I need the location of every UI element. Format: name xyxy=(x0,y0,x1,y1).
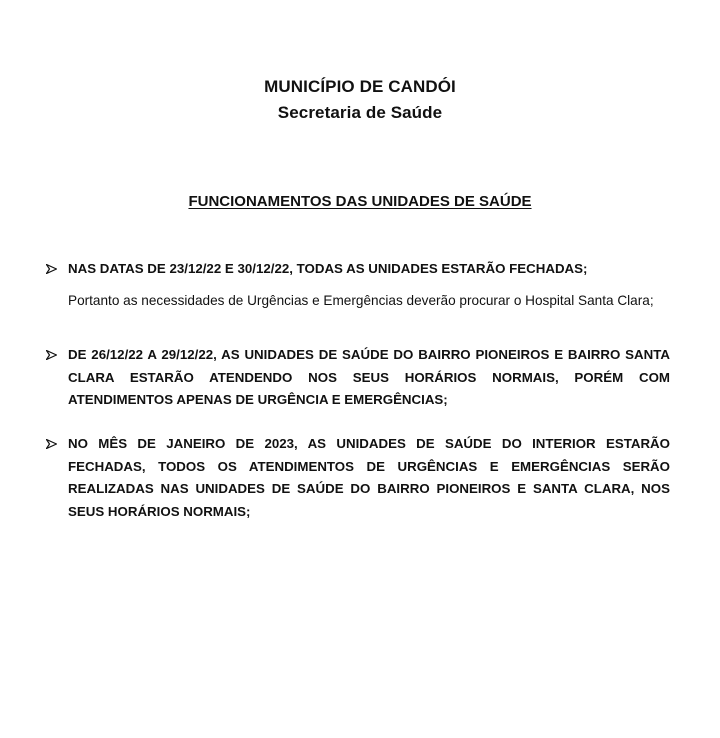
department-subtitle: Secretaria de Saúde xyxy=(277,103,443,122)
note-text: Portanto as necessidades de Urgências e Emergências deverão procurar o Hospital Santa Clara; xyxy=(68,293,654,308)
bullet-item xyxy=(46,258,676,281)
section-title: FUNCIONAMENTOS DAS UNIDADES DE SAÚDE xyxy=(188,193,532,210)
bullet-text: NAS DATAS DE 23/12/22 E 30/12/22, TODAS AS UNIDADES ESTARÃO FECHADAS; xyxy=(68,261,588,276)
bullet-item xyxy=(46,433,676,523)
arrow-bullet-icon xyxy=(46,433,64,449)
document-header xyxy=(0,74,720,126)
municipality-title: MUNICÍPIO DE CANDÓI xyxy=(264,77,456,96)
arrow-bullet-icon xyxy=(46,258,64,274)
bullet-text: NO MÊS DE JANEIRO DE 2023, AS UNIDADES DE SAÚDE DO INTERIOR ESTARÃO FECHADAS, TODOS OS ATENDIMENTOS DE URGÊNCIAS E EMERGÊNCIAS SERÃO REALIZADAS NAS UNIDADES DE SAÚDE DO BAIRRO PIONEIROS E SANTA CLARA, NOS SEUS HORÁRIOS NORMAIS; xyxy=(68,436,670,519)
bullet-item xyxy=(46,344,676,412)
bullet-text: DE 26/12/22 A 29/12/22, AS UNIDADES DE SAÚDE DO BAIRRO PIONEIROS E BAIRRO SANTA CLARA ESTARÃO ATENDENDO NOS SEUS HORÁRIOS NORMAIS, PORÉM COM ATENDIMENTOS APENAS DE URGÊNCIA E EMERGÊNCIAS; xyxy=(68,347,670,407)
arrow-bullet-icon xyxy=(46,344,64,360)
